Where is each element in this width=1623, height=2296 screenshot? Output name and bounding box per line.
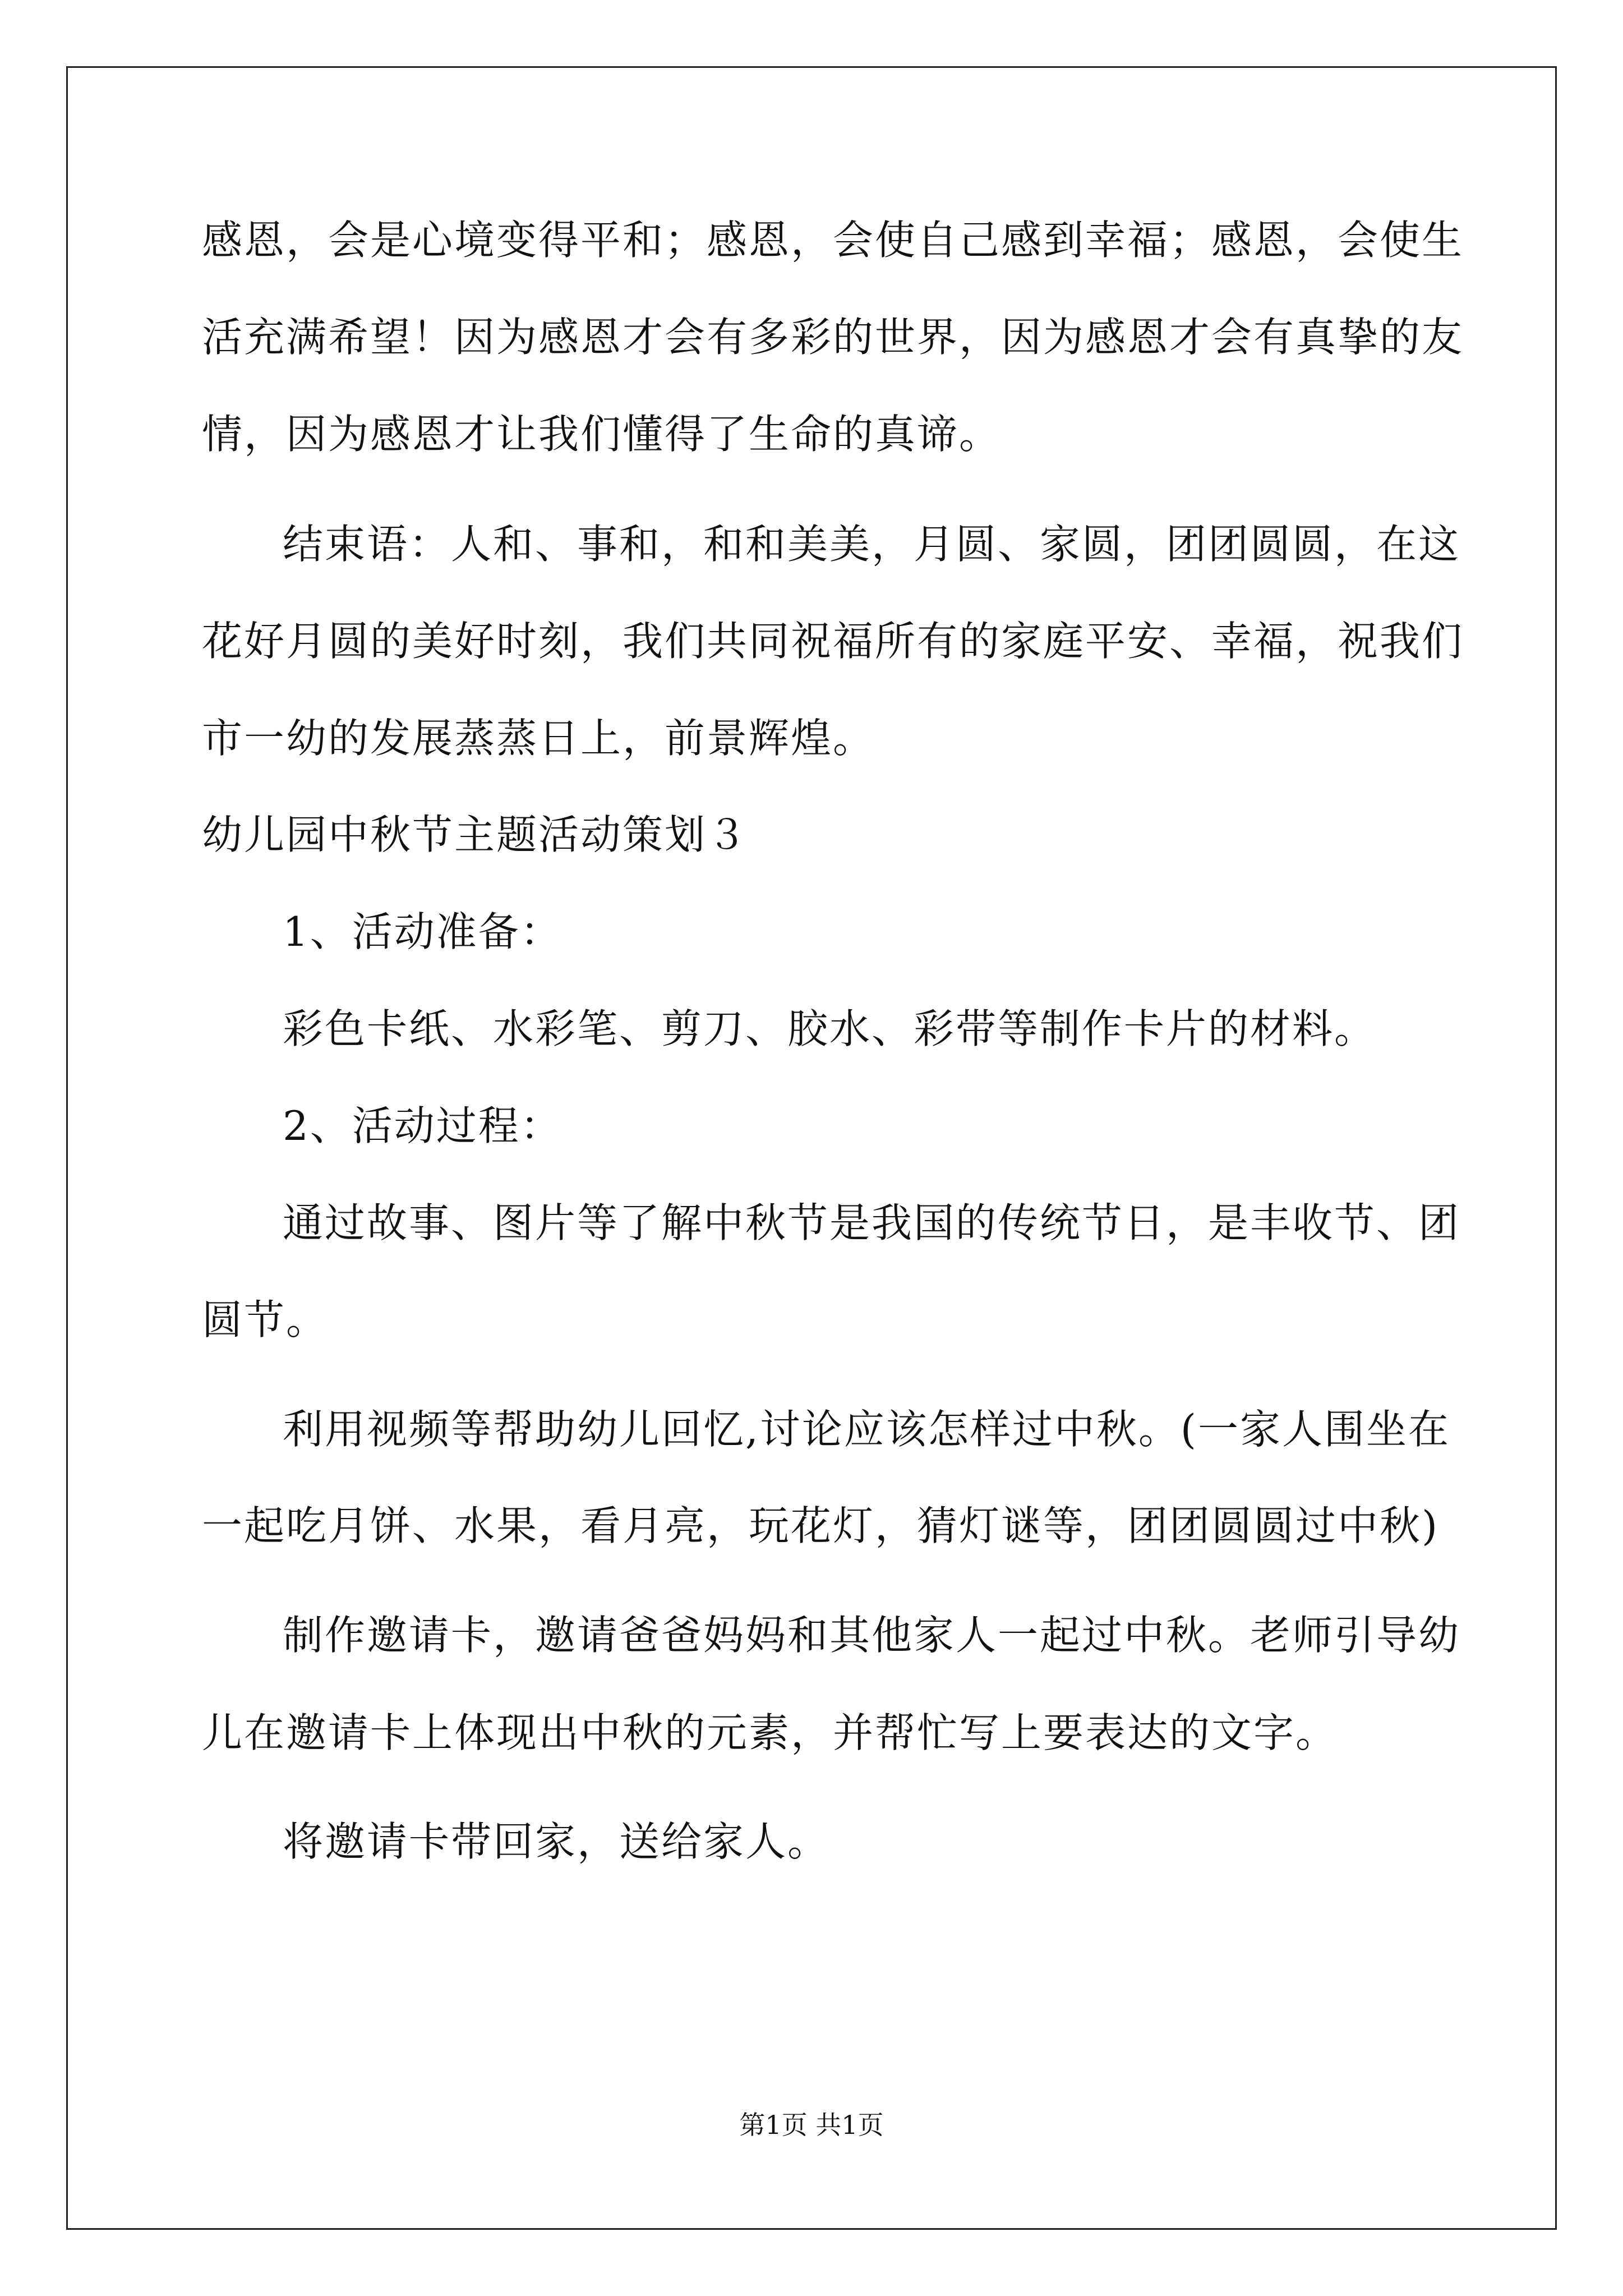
page-footer: 第1页 共1页 — [739, 2110, 884, 2140]
paragraph-line: 利用视频等帮助幼儿回忆,讨论应该怎样过中秋。(一家人围坐在 — [283, 1406, 1450, 1453]
paragraph-line: 通过故事、图片等了解中秋节是我国的传统节日，是丰收节、团 — [283, 1199, 1461, 1246]
paragraph-line: 将邀请卡带回家，送给家人。 — [283, 1818, 830, 1865]
paragraph-line: 花好月圆的美好时刻，我们共同祝福所有的家庭平安、幸福，祝我们 — [202, 618, 1464, 665]
section-heading: 幼儿园中秋节主题活动策划３ — [202, 811, 749, 858]
paragraph-line: 感恩，会是心境变得平和；感恩，会使自己感到幸福；感恩，会使生 — [202, 217, 1464, 264]
paragraph-line: 儿在邀请卡上体现出中秋的元素，并帮忙写上要表达的文字。 — [202, 1709, 1338, 1756]
paragraph-line: 彩色卡纸、水彩笔、剪刀、胶水、彩带等制作卡片的材料。 — [283, 1005, 1377, 1052]
paragraph-line: 活充满希望！因为感恩才会有多彩的世界，因为感恩才会有真挚的友 — [202, 314, 1464, 361]
list-heading: 2、活动过程： — [283, 1102, 562, 1149]
paragraph-line: 情，因为感恩才让我们懂得了生命的真谛。 — [202, 411, 1002, 458]
paragraph-line: 圆节。 — [202, 1296, 329, 1343]
paragraph-line: 制作邀请卡，邀请爸爸妈妈和其他家人一起过中秋。老师引导幼 — [283, 1612, 1461, 1659]
list-heading: 1、活动准备： — [283, 908, 562, 955]
paragraph-line: 一起吃月饼、水果，看月亮，玩花灯，猜灯谜等，团团圆圆过中秋) — [202, 1502, 1440, 1549]
paragraph-line: 结束语：人和、事和，和和美美，月圆、家圆，团团圆圆，在这 — [283, 521, 1461, 568]
paragraph-line: 市一幼的发展蒸蒸日上，前景辉煌。 — [202, 715, 875, 762]
